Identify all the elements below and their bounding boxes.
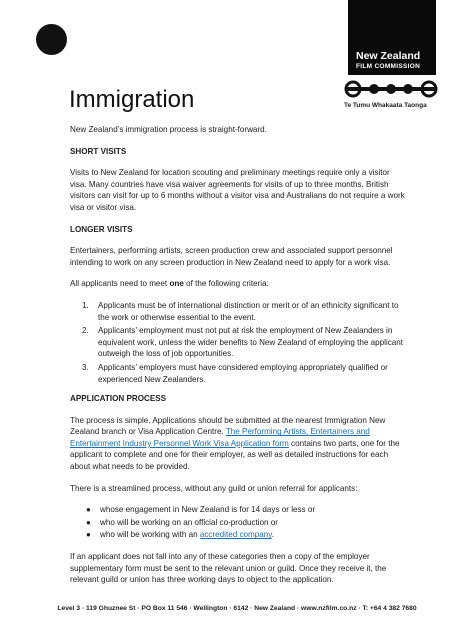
bullet-icon: ● bbox=[86, 517, 91, 527]
longer-visits-text: Entertainers, performing artists, screen production crew and associated support personnel intending to work on any screen production in New Zealand need to apply for a work visa. bbox=[70, 246, 393, 267]
intro-paragraph: New Zealand’s immigration process is straight-forward. bbox=[70, 125, 267, 134]
list-number: 1. bbox=[82, 300, 89, 310]
list-item bbox=[70, 300, 408, 323]
list-item bbox=[70, 529, 408, 541]
application-heading: APPLICATION PROCESS bbox=[70, 394, 167, 404]
application-text bbox=[70, 415, 408, 473]
bullet-icon: ● bbox=[86, 530, 91, 540]
list-text: Applicants’ employment must not put at risk the employment of New Zealanders in equivalent work, unless the wider benefits to New Zealand of employing the applicant outweigh the loss of job opportunities. bbox=[98, 326, 404, 359]
streamlined-text: There is a streamlined process, without any guild or union referral for applicants: bbox=[70, 483, 358, 493]
criteria-post: of the following criteria: bbox=[183, 279, 269, 289]
list-text: Applicants must be of international distinction or merit or of an ethnicity significant to the work or otherwise essential to the event. bbox=[98, 300, 399, 322]
list-text: who will be working on an official co-production or bbox=[100, 517, 279, 527]
application-text-post: contains two parts, one for the applicant to complete and one for their employer, as well as detailed instructions for each about what needs to be provided. bbox=[70, 438, 400, 472]
application-form-link[interactable]: The Performing Artists, Entertainers and Entertainment Industry Personnel Work Visa Application form bbox=[70, 427, 370, 448]
document-body bbox=[70, 124, 408, 596]
longer-visits-heading: LONGER VISITS bbox=[70, 224, 133, 234]
application-text-pre: The process is simple. Applications should be submitted at the nearest Immigration New Zealand branch or Visa Application Centre. bbox=[70, 415, 386, 437]
criteria-list bbox=[70, 300, 408, 385]
page-title: Immigration bbox=[69, 86, 195, 113]
criteria-emph: one bbox=[169, 279, 184, 289]
list-text: Applicants’ employers must have considered employing appropriately qualified or experienced New Zealanders. bbox=[98, 362, 388, 384]
logo-line2: FILM COMMISSION bbox=[356, 63, 421, 70]
closing-paragraph: If an applicant does not fall into any of these categories then a copy of the employer supplementary form must be sent to the relevant union or guild. Once they receive it, the relevant guild or union has three working days to object to the application. bbox=[70, 552, 387, 585]
list-item bbox=[70, 517, 408, 529]
koru-motif-icon bbox=[344, 80, 438, 98]
streamlined-list bbox=[70, 504, 408, 541]
black-circle-icon bbox=[36, 24, 67, 55]
accredited-company-link[interactable]: accredited company bbox=[199, 530, 272, 540]
list-item bbox=[70, 325, 408, 360]
list-item bbox=[70, 504, 408, 516]
list-text-after: . bbox=[271, 530, 274, 540]
list-item bbox=[70, 362, 408, 385]
nzfc-logo bbox=[348, 0, 436, 75]
list-number: 3. bbox=[82, 362, 89, 372]
bullet-icon: ● bbox=[86, 505, 91, 515]
criteria-intro bbox=[70, 278, 408, 290]
list-text: who will be working with an bbox=[100, 530, 200, 540]
logo-tagline: Te Tumu Whakaata Taonga bbox=[344, 102, 427, 109]
short-visits-heading: SHORT VISITS bbox=[70, 146, 127, 156]
short-visits-text: Visits to New Zealand for location scouting and preliminary meetings require only a visitor visa. Many countries have visa waiver agreements for visits of up to three months. British visitors can visit for up to 6 months without a visitor visa and Australians do not require a work visa or visitor visa. bbox=[70, 168, 405, 212]
footer-contact: Level 3 · 119 Ghuznee St · PO Box 11 546 · Wellington · 6142 · New Zealand · www.nzfilm.co.nz · T: +64 4 382 7680 bbox=[57, 605, 417, 612]
list-number: 2. bbox=[82, 326, 89, 336]
criteria-pre: All applicants need to meet bbox=[70, 279, 170, 289]
logo-line1: New Zealand bbox=[356, 50, 421, 62]
list-text: whose engagement in New Zealand is for 14 days or less or bbox=[100, 505, 316, 515]
